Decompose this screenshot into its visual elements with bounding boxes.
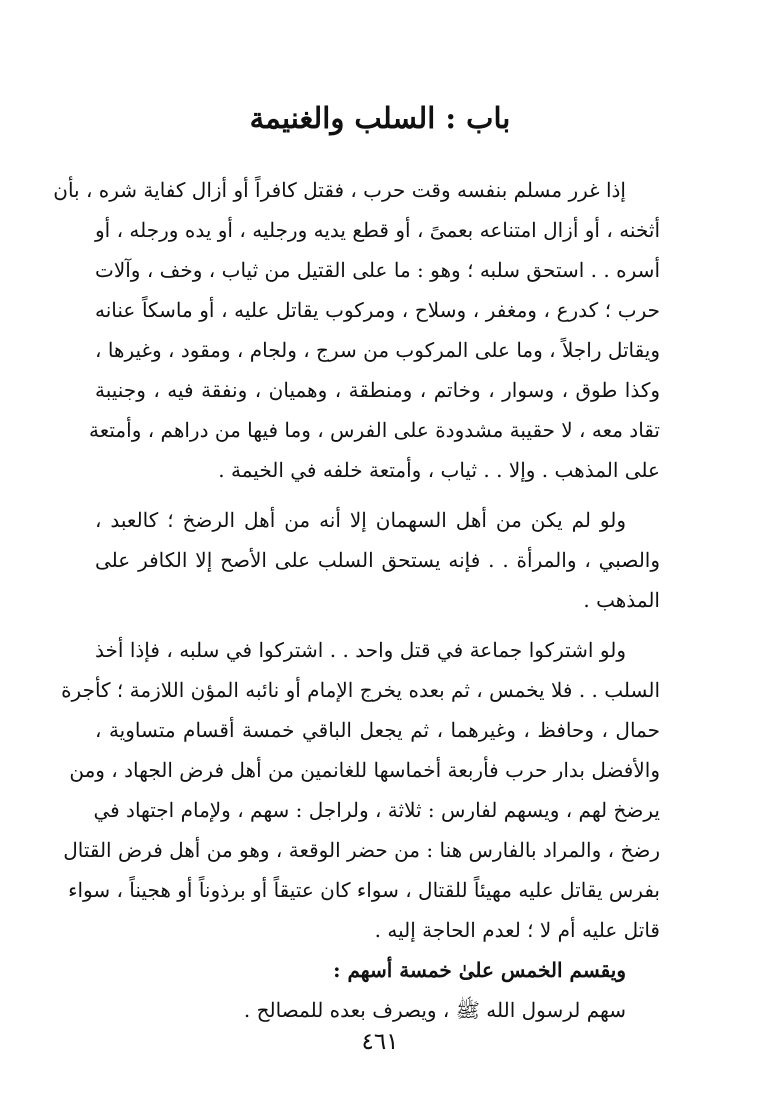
paragraph <box>95 950 660 990</box>
text-line: وكذا طوق ، وسوار ، وخاتم ، ومنطقة ، وهميان ، ونفقة فيه ، وجنيبة <box>95 378 660 402</box>
paragraph <box>61 630 660 950</box>
page-body <box>53 170 660 1030</box>
text-line: على المذهب . وإلا . . ثياب ، وأمتعة خلفه في الخيمة . <box>218 458 660 482</box>
text-line: حمال ، وحافظ ، وغيرهما ، ثم يجعل الباقي خمسة أقسام متساوية ، <box>95 718 660 742</box>
text-line: والصبي ، والمرأة . . فإنه يستحق السلب على الأصح إلا الكافر على <box>95 548 660 572</box>
text-line: أثخنه ، أو أزال امتناعه بعمىً ، أو قطع يديه ورجليه ، أو يده ورجله ، أو <box>95 218 660 242</box>
page-number: ٤٦١ <box>361 1029 399 1055</box>
text-line: سهم لرسول الله ﷺ ، ويصرف بعده للمصالح . <box>243 998 626 1022</box>
paragraph-gap <box>95 490 660 500</box>
paragraph <box>95 500 660 620</box>
paragraph <box>53 170 660 490</box>
text-line: ويقسم الخمس علىٰ خمسة أسهم : <box>333 958 626 982</box>
chapter-title: باب : السلب والغنيمة <box>249 101 511 135</box>
text-line: والأفضل بدار حرب فأربعة أخماسها للغانمين من أهل فرض الجهاد ، ومن <box>69 758 660 782</box>
text-line: السلب . . فلا يخمس ، ثم بعده يخرج الإمام أو نائبه المؤن اللازمة ؛ كأجرة <box>61 678 660 702</box>
text-line: قاتل عليه أم لا ؛ لعدم الحاجة إليه . <box>374 918 660 942</box>
text-line: يرضخ لهم ، ويسهم لفارس : ثلاثة ، ولراجل : سهم ، ولإمام اجتهاد في <box>93 798 660 822</box>
text-line: بفرس يقاتل عليه مهيئاً للقتال ، سواء كان عتيقاً أو برذوناً أو هجيناً ، سواء <box>68 878 660 902</box>
text-line: حرب ؛ كدرع ، ومغفر ، وسلاح ، ومركوب يقاتل عليه ، أو ماسكاً عنانه <box>95 298 660 322</box>
text-line: ويقاتل راجلاً ، وما على المركوب من سرج ، ولجام ، ومقود ، وغيرها ، <box>95 338 660 362</box>
paragraph-gap <box>95 620 660 630</box>
text-line: ولو اشتركوا جماعة في قتل واحد . . اشتركوا في سلبه ، فإذا أخذ <box>95 638 626 662</box>
text-line: رضخ ، والمراد بالفارس هنا : من حضر الوقعة ، وهو من أهل فرض القتال <box>63 838 660 862</box>
text-line: ولو لم يكن من أهل السهمان إلا أنه من أهل الرضخ ؛ كالعبد ، <box>95 508 626 532</box>
paragraph <box>95 990 660 1030</box>
text-line: تقاد معه ، لا حقيبة مشدودة على الفرس ، وما فيها من دراهم ، وأمتعة <box>89 418 660 442</box>
text-line: أسره . . استحق سلبه ؛ وهو : ما على القتيل من ثياب ، وخف ، وآلات <box>95 258 660 282</box>
text-line: المذهب . <box>583 588 660 612</box>
text-line: إذا غرر مسلم بنفسه وقت حرب ، فقتل كافراً أو أزال كفاية شره ، بأن <box>53 178 626 202</box>
